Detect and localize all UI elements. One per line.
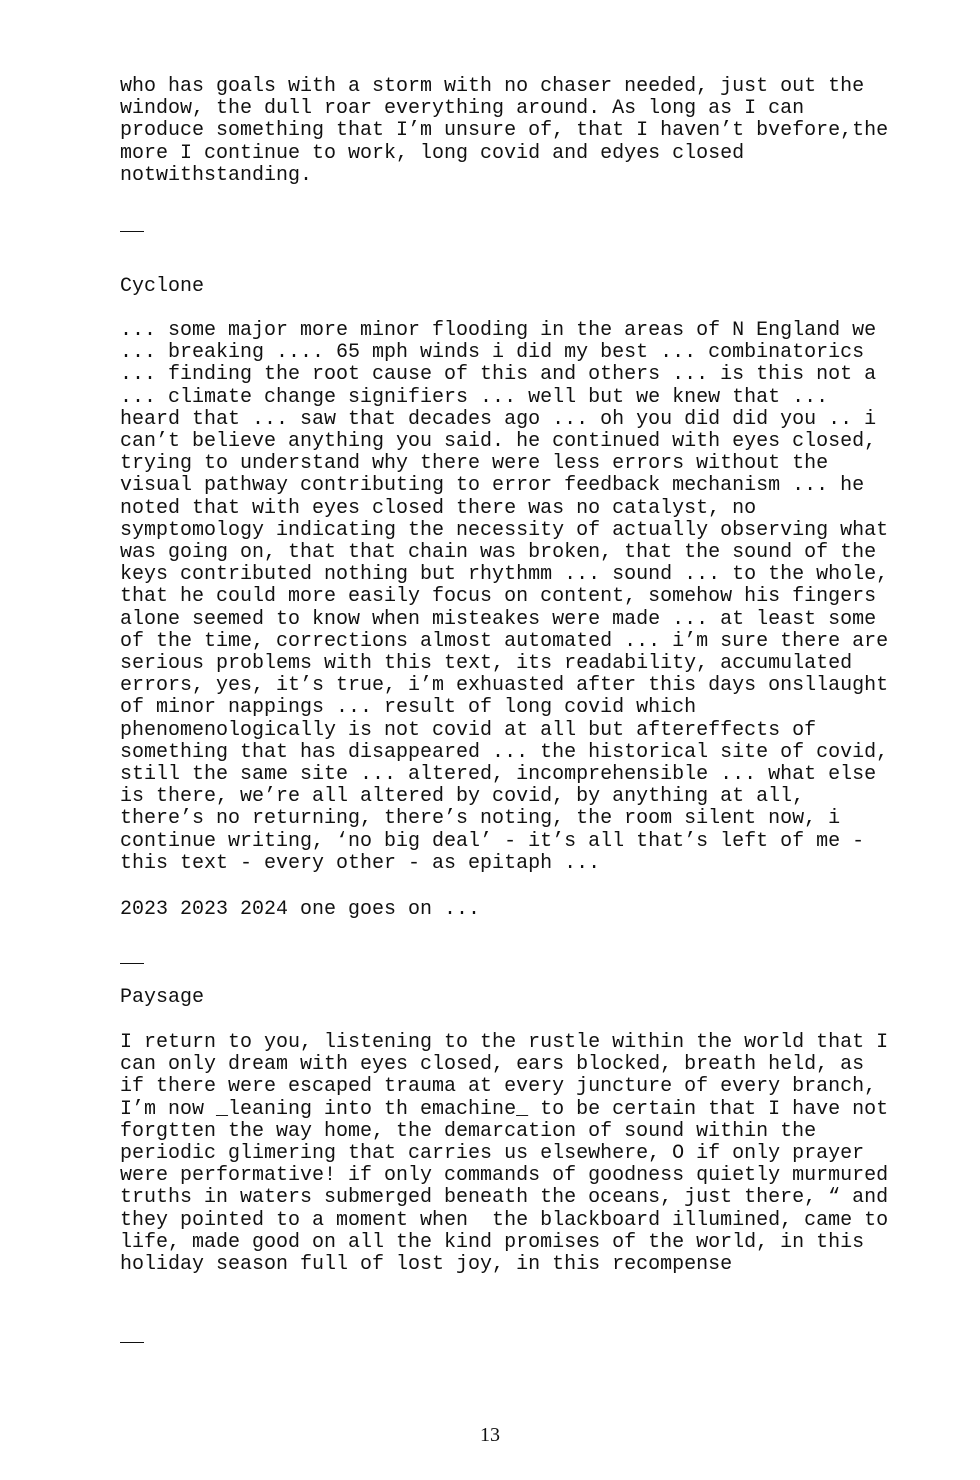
- paysage-body-text: I return to you, listening to the rustle within the world that I can only dream with eyes closed, ears blocked, breath held, as if there were escaped trauma at every juncture of every branch, I’m now _leaning into th emachine_ to be certain that I have not forgtten the way home, the demarcation of sound within the periodic glimering that carries us elsewhere, O if only prayer were performative! if only commands of goodness quietly murmured truths in waters submerged beneath the oceans, just there, “ and they pointed to a moment when the blackboard illumined, came to life, made good on all the kind promises of the world, in this holiday season full of lost joy, in this recompense: [120, 1031, 889, 1277]
- intro-paragraph: who has goals with a storm with no chaser needed, just out the window, the dull roar everything around. As long as I can produce something that I’m unsure of, that I haven’t bvefore,the more I continue to work, long covid and edyes closed notwithstanding.: [120, 75, 889, 187]
- page-number: 13: [480, 1424, 500, 1446]
- section-separator: [120, 1342, 144, 1343]
- section-title-cyclone: Cyclone: [120, 275, 205, 298]
- section-separator: [120, 231, 144, 232]
- cyclone-body-text: ... some major more minor flooding in the areas of N England we ... breaking .... 65 mph winds i did my best ... combinatorics ... finding the root cause of this and others ... is this not a ... climate change signifiers ... well but we knew that ... heard that ... saw that decades ago ... oh you did did you .. i can’t believe anything you said. he continued with eyes closed, trying to understand why there were less errors without the visual pathway contributing to error feedback mechanism ... he noted that with eyes closed there was no catalyst, no symptomology indicating the necessity of actually observing what was going on, that that chain was broken, that the sound of the keys contributed nothing but rhythmm ... sound ... to the whole, that he could more easily focus on content, somehow his fingers alone seemed to know when misteakes were made ... at least some of the time, corrections almost automated ... i’m sure there are serious problems with this text, its readability, accumulated errors, yes, it’s true, i’m exhuasted after this days onsllaught of minor nappings ... result of long covid which phenomenologically is not covid at all but aftereffects of something that has disappeared ... the historical site of covid, still the same site ... altered, incomprehensible ... what else is there, we’re all altered by covid, by anything at all, there’s no returning, there’s noting, the room silent now, i continue writing, ‘no big deal’ - it’s all that’s left of me - this text - every other - as epitaph ...: [120, 319, 889, 875]
- section-title-paysage: Paysage: [120, 986, 205, 1009]
- section-separator: [120, 963, 144, 964]
- cyclone-dates-line: 2023 2023 2024 one goes on ...: [120, 898, 481, 921]
